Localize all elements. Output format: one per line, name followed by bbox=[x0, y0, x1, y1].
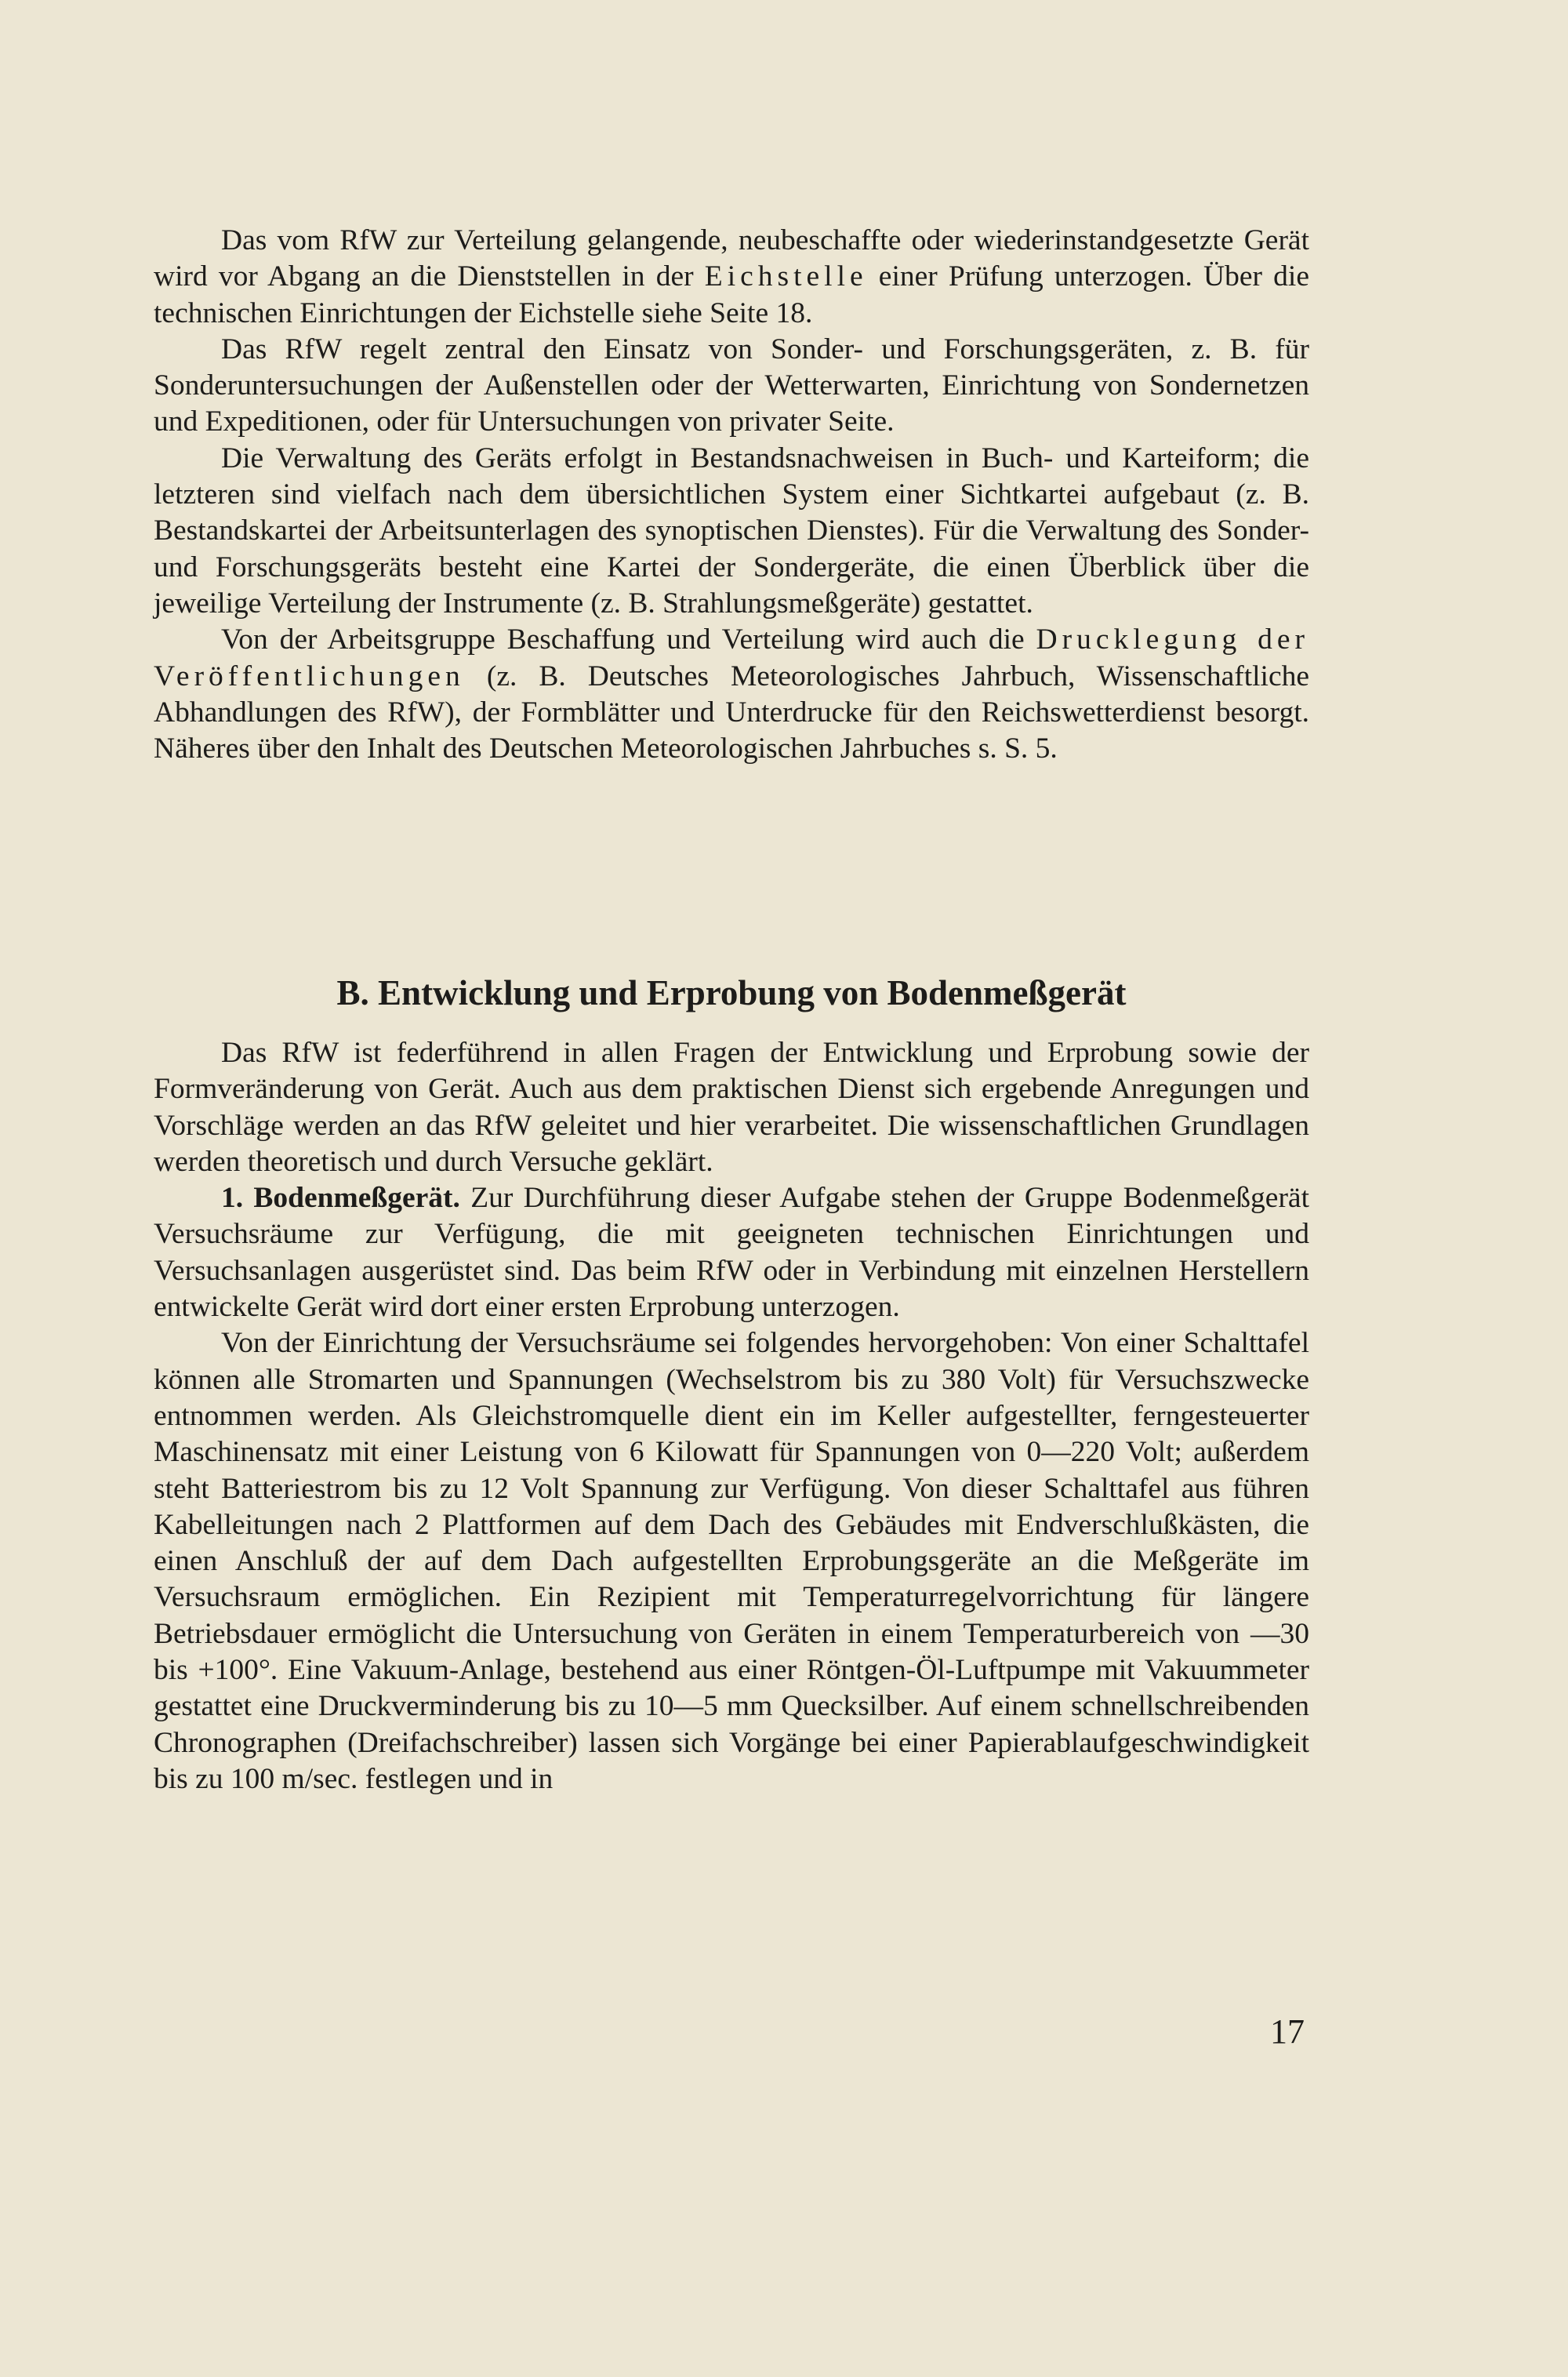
section-heading: B. Entwicklung und Erprobung von Bodenmeßgerät bbox=[336, 973, 1127, 1012]
paragraph-text: Zur Durchführung dieser Aufgabe stehen der Gruppe Bodenmeßgerät Versuchsräume zur Verfügung, die mit geeigneten technischen Einrichtungen und Versuchsanlagen ausgerüstet sind. Das beim RfW oder in Verbindung mit einzelnen Herstellern entwickelte Gerät wird dort einer ersten Erprobung unterzogen. bbox=[154, 1182, 1309, 1324]
paragraph-verwaltung: Die Verwaltung des Geräts erfolgt in Bestandsnachweisen in Buch- und Karteiform; die letzteren sind vielfach nach dem übersichtlichen System einer Sichtkartei aufgebaut (z. B. Bestandskartei der Arbeitsunterlagen des synoptischen Dienstes). Für die Verwaltung des Sonder- und Forschungsgeräts besteht eine Kartei der Sondergeräte, die einen Überblick über die jeweilige Verteilung der Instrumente (z. B. Strahlungsmeßgeräte) gestattet. bbox=[154, 442, 1309, 620]
paragraph-eichstelle bbox=[154, 223, 1309, 332]
paragraph-text: einer Prüfung unterzogen. Über die technischen Einrichtungen der Eichstelle siehe Seite 18. bbox=[154, 260, 1309, 329]
upper-text-block bbox=[154, 223, 1309, 767]
paragraph-text: (z. B. Deutsches Meteorologisches Jahrbuch, Wissenschaftliche Abhandlungen des RfW), der Formblätter und Unterdrucke für den Reichswetterdienst besorgt. Näheres über den Inhalt des Deutschen Meteorologischen Jahrbuches s. S. 5. bbox=[154, 660, 1309, 765]
paragraph-lead: 1. Bodenmeßgerät. bbox=[221, 1182, 460, 1215]
lower-text-block bbox=[154, 1035, 1309, 1797]
paragraph-text: Von der Arbeitsgruppe Beschaffung und Verteilung wird auch die bbox=[221, 623, 1036, 656]
paragraph-bodenmessgeraet bbox=[154, 1180, 1309, 1325]
paragraph-text: Das vom RfW zur Verteilung gelangende, neubeschaffte oder wiederinstandgesetzte Gerät wird vor Abgang an die Dienststellen in der bbox=[154, 224, 1309, 293]
paragraph-sondergeraete: Das RfW regelt zentral den Einsatz von Sonder- und Forschungsgeräten, z. B. für Sonderuntersuchungen der Außenstellen oder der Wetterwarten, Einrichtung von Sondernetzen und Expeditionen, oder für Untersuchungen von privater Seite. bbox=[154, 333, 1309, 438]
emphasis-drucklegung: Drucklegung der Veröffentlichungen bbox=[154, 623, 1309, 692]
paragraph-versuchsraeume: Von der Einrichtung der Versuchsräume sei folgendes hervorgehoben: Von einer Schalttafel können alle Stromarten und Spannungen (Wechselstrom bis zu 380 Volt) für Versuchszwecke entnommen werden. Als Gleichstromquelle dient ein im Keller aufgestellter, ferngesteuerter Maschinensatz mit einer Leistung von 6 Kilowatt für Spannungen von 0—220 Volt; außerdem steht Batteriestrom bis zu 12 Volt Spannung zur Verfügung. Von dieser Schalttafel aus führen Kabelleitungen nach 2 Plattformen auf dem Dach des Gebäudes mit Endverschlußkästen, die einen Anschluß der auf dem Dach aufgestellten Erprobungsgeräte an die Meßgeräte im Versuchsraum ermöglichen. Ein Rezipient mit Temperaturregelvorrichtung für längere Betriebsdauer ermöglicht die Untersuchung von Geräten in einem Temperaturbereich von —30 bis +100°. Eine Vakuum-Anlage, bestehend aus einer Röntgen-Öl-Luftpumpe mit Vakuummeter gestattet eine Druckverminderung bis zu 10—5 mm Quecksilber. Auf einem schnellschreibenden Chronographen (Dreifachschreiber) lassen sich Vorgänge bei einer Papierablaufgeschwindigkeit bis zu 100 m/sec. festlegen und in bbox=[154, 1327, 1309, 1795]
page-number: 17 bbox=[1270, 2012, 1305, 2051]
emphasis-eichstelle: Eichstelle bbox=[704, 260, 868, 293]
paragraph-drucklegung bbox=[154, 622, 1309, 767]
paragraph-entwicklung: Das RfW ist federführend in allen Fragen der Entwicklung und Erprobung sowie der Formveränderung von Gerät. Auch aus dem praktischen Dienst sich ergebende Anregungen und Vorschläge werden an das RfW geleitet und hier verarbeitet. Die wissenschaftlichen Grundlagen werden theoretisch und durch Versuche geklärt. bbox=[154, 1037, 1309, 1178]
